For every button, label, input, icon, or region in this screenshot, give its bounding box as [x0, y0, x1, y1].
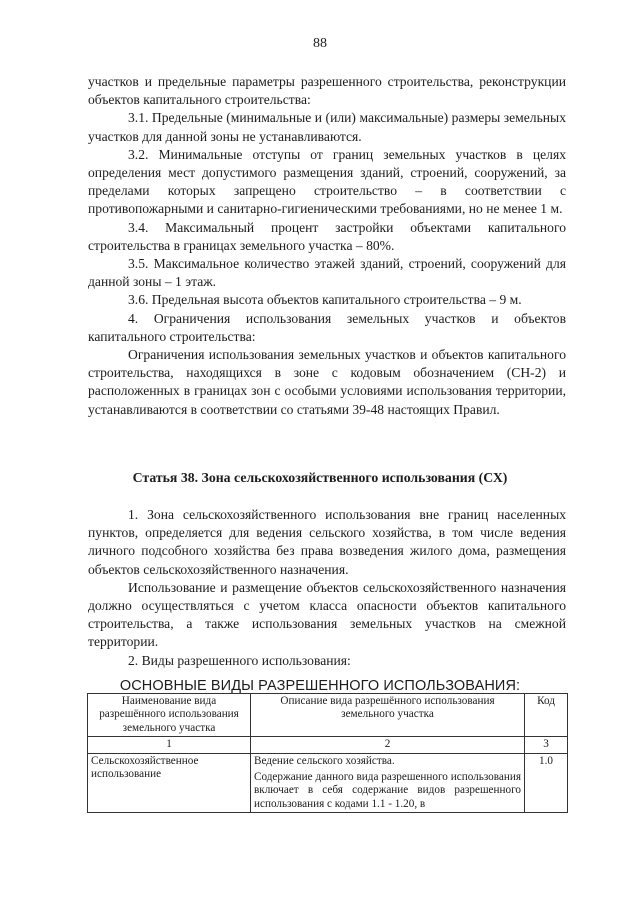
table-caption: ОСНОВНЫЕ ВИДЫ РАЗРЕШЕННОГО ИСПОЛЬЗОВАНИЯ: — [119, 678, 521, 694]
column-number: 2 — [251, 737, 525, 753]
table-header-row — [88, 694, 568, 737]
column-number: 3 — [525, 737, 568, 753]
paragraph: 1. Зона сельскохозяйственного использования вне границ населенных пунктов, определяется для ведения сельского хозяйства, в том числе ведения личного подсобного хозяйства без права возведения жилого дома, размещения объектов сельскохозяйственного назначения. — [88, 507, 566, 577]
paragraph: 3.5. Максимальное количество этажей зданий, строений, сооружений для данной зоны – 1 этаж. — [88, 256, 566, 290]
article-heading: Статья 38. Зона сельскохозяйственного использования (СХ) — [132, 470, 508, 485]
paragraph: 2. Виды разрешенного использования: — [128, 652, 351, 668]
paragraph: 3.2. Минимальные отступы от границ земельных участков в целях определения мест допустимого размещения зданий, строений, сооружений, за пределами которых запрещено строительство – в соответствии с противопожарными и санитарно-гигиеническими требованиями, но не менее 1 м. — [88, 146, 566, 217]
paragraph: 3.1. Предельные (минимальные и (или) максимальные) размеры земельных участков для данной зоны не устанавливаются. — [88, 110, 566, 144]
page-number: 88 — [313, 36, 327, 51]
paragraph: 4. Ограничения использования земельных участков и объектов капитального строительства: — [88, 310, 566, 344]
paragraph: Использование и размещение объектов сельскохозяйственного назначения должно осуществляться с учетом класса опасности объектов капитального строительства, а также использования земельных участков на смежной территории. — [88, 579, 566, 650]
description-line: Ведение сельского хозяйства. — [254, 754, 395, 767]
use-description — [251, 753, 525, 813]
header-name: Наименование вида разрешённого использования земельного участка — [88, 694, 251, 737]
header-description: Описание вида разрешённого использования земельного участка — [251, 694, 525, 737]
paragraph: 3.4. Максимальный процент застройки объектами капитального строительства в границах земельного участка – 80%. — [88, 219, 566, 253]
paragraph: Ограничения использования земельных участков и объектов капитального строительства, находящихся в зоне с кодовым обозначением (СН-2) и расположенных в границах зон с особыми условиями использования территории, устанавливаются в соответствии со статьями 39-48 настоящих Правил. — [88, 347, 566, 417]
table-number-row — [88, 737, 568, 753]
column-number: 1 — [88, 737, 251, 753]
section-3-text — [88, 73, 566, 419]
article-38-text — [88, 506, 566, 670]
permitted-use-table — [87, 693, 568, 813]
description-line: Содержание данного вида разрешенного использования включает в себя содержание видов разрешенного использования с кодами 1.1 - 1.20, в — [254, 771, 521, 810]
use-name: Сельскохозяйственное использование — [88, 753, 251, 813]
use-code: 1.0 — [525, 753, 568, 813]
header-code: Код — [525, 694, 568, 737]
table-row — [88, 753, 568, 813]
paragraph: участков и предельные параметры разрешенного строительства, реконструкции объектов капитального строительства: — [88, 74, 566, 108]
paragraph: 3.6. Предельная высота объектов капитального строительства – 9 м. — [128, 292, 522, 308]
